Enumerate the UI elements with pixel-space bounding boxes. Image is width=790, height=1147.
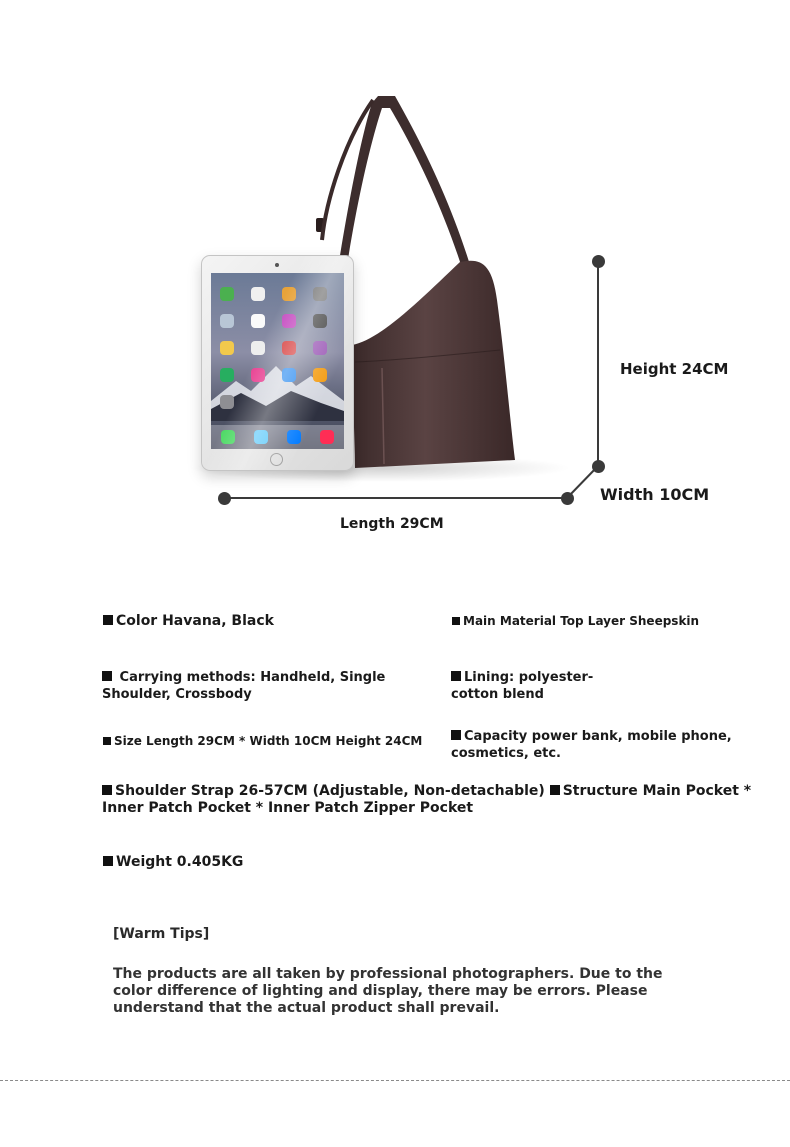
black-square-icon: [452, 617, 460, 625]
app-icon: [220, 314, 234, 328]
tablet-screen: [211, 273, 344, 449]
tablet-camera-icon: [275, 263, 279, 267]
warm-tips-body: [113, 966, 673, 1017]
dashed-divider: [0, 1080, 790, 1081]
spec-structure-text: Structure Main Pocket *: [562, 783, 752, 799]
spec-material-text: Main Material Top Layer Sheepskin: [463, 614, 700, 628]
height-dimension-line: [597, 262, 599, 467]
app-icon: [220, 395, 234, 409]
app-icon: [282, 341, 296, 355]
length-left-dot: [218, 492, 231, 505]
tablet-size-reference: [201, 255, 354, 471]
tablet-dock: [211, 425, 344, 449]
app-icon: [251, 287, 265, 301]
spec-strap-text: Shoulder Strap 26-57CM (Adjustable, Non-detachable): [115, 783, 550, 799]
app-icon: [313, 341, 327, 355]
spec-lining-line2: cotton blend: [451, 687, 544, 702]
black-square-icon: [451, 730, 461, 740]
spec-capacity: [451, 728, 732, 762]
warm-tips-title: [Warm Tips]: [113, 926, 210, 942]
spec-carrying-line2: Shoulder, Crossbody: [102, 687, 252, 702]
length-dimension-line: [224, 497, 568, 499]
black-square-icon: [103, 737, 111, 745]
spec-material: [452, 613, 699, 630]
width-label: Width 10CM: [600, 485, 710, 504]
height-top-dot: [592, 255, 605, 268]
black-square-icon: [451, 671, 461, 681]
warm-tips-line: color difference of lighting and display, there may be errors. Please: [113, 983, 648, 999]
spec-structure-line2: Inner Patch Pocket * Inner Patch Zipper Pocket: [102, 800, 474, 816]
spec-strap-structure: [102, 783, 751, 817]
app-icon: [221, 430, 235, 444]
spec-carrying-line1: Carrying methods: Handheld, Single: [115, 670, 386, 685]
warm-tips-line: understand that the actual product shall prevail.: [113, 1000, 500, 1016]
app-icon: [320, 430, 334, 444]
length-right-dot: [561, 492, 574, 505]
app-icon: [282, 314, 296, 328]
app-icon: [220, 287, 234, 301]
app-icon: [254, 430, 268, 444]
spec-carrying: [102, 669, 385, 703]
app-icon: [313, 287, 327, 301]
black-square-icon: [102, 785, 112, 795]
length-label: Length 29CM: [340, 516, 444, 532]
handbag-image: [0, 0, 790, 560]
spec-capacity-line1: Capacity power bank, mobile phone,: [464, 729, 732, 744]
height-label: Height 24CM: [620, 360, 729, 378]
app-icon: [313, 314, 327, 328]
black-square-icon: [550, 785, 560, 795]
black-square-icon: [103, 615, 113, 625]
spec-capacity-line2: cosmetics, etc.: [451, 746, 561, 761]
spec-size-text: Size Length 29CM * Width 10CM Height 24CM: [114, 734, 423, 748]
bag-body: [352, 261, 515, 468]
app-icon: [287, 430, 301, 444]
app-icon: [251, 368, 265, 382]
spec-weight-text: Weight 0.405KG: [116, 854, 244, 870]
app-icon: [251, 341, 265, 355]
black-square-icon: [103, 856, 113, 866]
spec-lining: [451, 669, 593, 703]
spec-color-text: Color Havana, Black: [116, 613, 274, 629]
spec-lining-line1: Lining: polyester-: [464, 670, 594, 685]
app-icon: [282, 368, 296, 382]
warm-tips-line: The products are all taken by professional photographers. Due to the: [113, 966, 663, 982]
tablet-home-button: [270, 453, 283, 466]
black-square-icon: [102, 671, 112, 681]
app-icon-grid: [220, 287, 336, 409]
product-illustration: [0, 0, 790, 560]
app-icon: [313, 368, 327, 382]
spec-weight: [103, 854, 243, 871]
spec-color: [103, 613, 274, 630]
app-icon: [251, 314, 265, 328]
app-icon: [220, 368, 234, 382]
app-icon: [282, 287, 296, 301]
spec-size: [103, 733, 422, 750]
app-icon: [220, 341, 234, 355]
